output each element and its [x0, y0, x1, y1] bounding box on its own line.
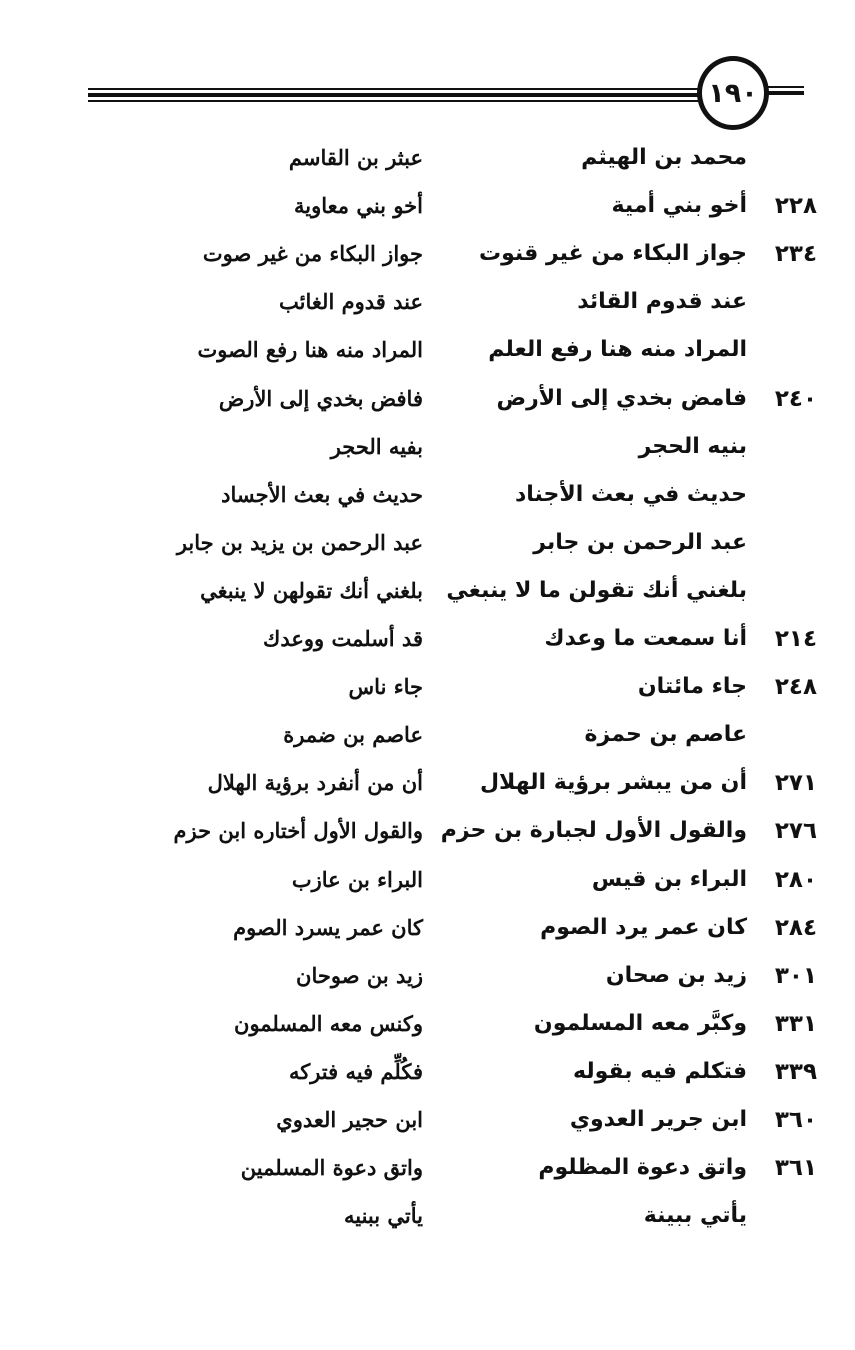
table-row — [0, 471, 855, 519]
correction-text: واتق دعوة المسلمين — [240, 1155, 423, 1181]
error-text: واتق دعوة المظلوم — [538, 1155, 747, 1181]
table-row — [0, 1096, 855, 1144]
error-text: زيد بن صحان — [605, 962, 747, 988]
table-row — [0, 519, 855, 567]
error-text: ابن جرير العدوي — [569, 1107, 747, 1132]
page-ref-number: ٢١٤ — [774, 626, 817, 652]
error-text: عاصم بن حمزة — [584, 722, 747, 748]
correction-text: فكُلِّم فيه فتركه — [288, 1058, 423, 1084]
table-row — [0, 134, 855, 182]
error-text: كان عمر يرد الصوم — [540, 914, 747, 940]
correction-text: بفيه الحجر — [330, 433, 423, 459]
correction-text: والقول الأول أختاره ابن حزم — [173, 818, 423, 844]
error-text: بلغني أنك تقولن ما لا ينبغي — [446, 577, 747, 603]
correction-text: عبد الرحمن بن يزيد بن جابر — [176, 529, 423, 555]
table-row — [0, 807, 855, 855]
correction-text: جاء ناس — [348, 674, 423, 700]
error-text: البراء بن قيس — [591, 866, 747, 892]
table-row — [0, 326, 855, 374]
correction-text: المراد منه هنا رفع الصوت — [197, 337, 423, 363]
header-rule — [88, 88, 710, 90]
error-text: حديث في بعث الأجناد — [514, 481, 747, 507]
correction-text: بلغني أنك تقولهن لا ينبغي — [200, 577, 423, 603]
page-ref-number: ٣٠١ — [774, 962, 817, 989]
error-text: المراد منه هنا رفع العلم — [488, 337, 747, 363]
table-row — [0, 1192, 855, 1240]
correction-text: حديث في بعث الأجساد — [221, 481, 423, 507]
page-ref-number: ٣٦٠ — [774, 1107, 817, 1133]
error-text: محمد بن الهيثم — [581, 145, 747, 170]
table-row — [0, 1048, 855, 1096]
table-row — [0, 663, 855, 711]
page-ref-number: ٢٧٦ — [774, 818, 817, 845]
error-text: جواز البكاء من غير قنوت — [479, 241, 747, 267]
table-row — [0, 375, 855, 423]
table-row — [0, 1144, 855, 1192]
page-ref-number: ٢٤٠ — [774, 385, 817, 412]
table-row — [0, 278, 855, 326]
table-row — [0, 615, 855, 663]
page-number: ١٩٠ — [708, 77, 758, 109]
header-rule — [88, 100, 710, 102]
error-text: أخو بني أمية — [611, 193, 747, 219]
page-ref-number: ٢٨٤ — [774, 914, 817, 941]
header-rule — [88, 93, 710, 97]
error-text: جاء مائتان — [637, 674, 747, 700]
table-row — [0, 711, 855, 759]
table-row — [0, 230, 855, 278]
table-row — [0, 856, 855, 904]
page-ref-number: ٣٦١ — [774, 1155, 817, 1182]
page-ref-number: ٢٧١ — [774, 770, 817, 797]
error-text: يأتي ببينة — [643, 1203, 747, 1229]
header-rule-end — [768, 86, 804, 88]
error-text: عبد الرحمن بن جابر — [533, 529, 747, 555]
correction-text: أن من أنفرد برؤية الهلال — [207, 770, 423, 796]
page-ref-number: ٢٨٠ — [774, 866, 817, 893]
correction-text: أخو بني معاوية — [294, 193, 423, 219]
correction-text: زيد بن صوحان — [296, 962, 423, 988]
table-row — [0, 759, 855, 807]
page-header — [0, 50, 855, 130]
correction-text: عند قدوم الغائب — [279, 289, 423, 315]
correction-text: عبثر بن القاسم — [288, 145, 423, 170]
correction-text: يأتي ببنيه — [343, 1203, 423, 1229]
table-row — [0, 1000, 855, 1048]
correction-text: ابن حجير العدوي — [276, 1107, 423, 1132]
table-row — [0, 904, 855, 952]
correction-text: قد أسلمت ووعدك — [263, 626, 423, 651]
page-ref-number: ٢٢٨ — [774, 193, 817, 220]
page-ref-number: ٢٤٨ — [774, 674, 817, 701]
table-row — [0, 567, 855, 615]
table-row — [0, 182, 855, 230]
error-text: فتكلم فيه بقوله — [573, 1058, 747, 1084]
correction-text: البراء بن عازب — [291, 866, 423, 892]
error-text: عند قدوم القائد — [577, 289, 747, 315]
error-text: والقول الأول لجبارة بن حزم — [440, 818, 747, 844]
error-text: وكبَّر معه المسلمون — [533, 1010, 747, 1036]
table-row — [0, 952, 855, 1000]
header-rule-end — [768, 91, 804, 95]
error-text: فامض بخدي إلى الأرض — [496, 385, 747, 411]
error-text: بنيه الحجر — [638, 433, 747, 459]
table-row — [0, 423, 855, 471]
error-text: أن من يبشر برؤية الهلال — [479, 770, 747, 796]
page-ref-number: ٢٣٤ — [774, 241, 817, 268]
page-number-badge — [697, 56, 769, 130]
correction-text: فافض بخدي إلى الأرض — [218, 385, 423, 411]
correction-text: وكنس معه المسلمون — [234, 1010, 423, 1036]
page-ref-number: ٣٣١ — [774, 1010, 817, 1037]
page-ref-number: ٣٣٩ — [774, 1058, 817, 1085]
correction-text: جواز البكاء من غير صوت — [202, 241, 423, 267]
correction-text: كان عمر يسرد الصوم — [233, 914, 423, 940]
error-text: أنا سمعت ما وعدك — [544, 626, 747, 651]
correction-text: عاصم بن ضمرة — [283, 722, 423, 748]
